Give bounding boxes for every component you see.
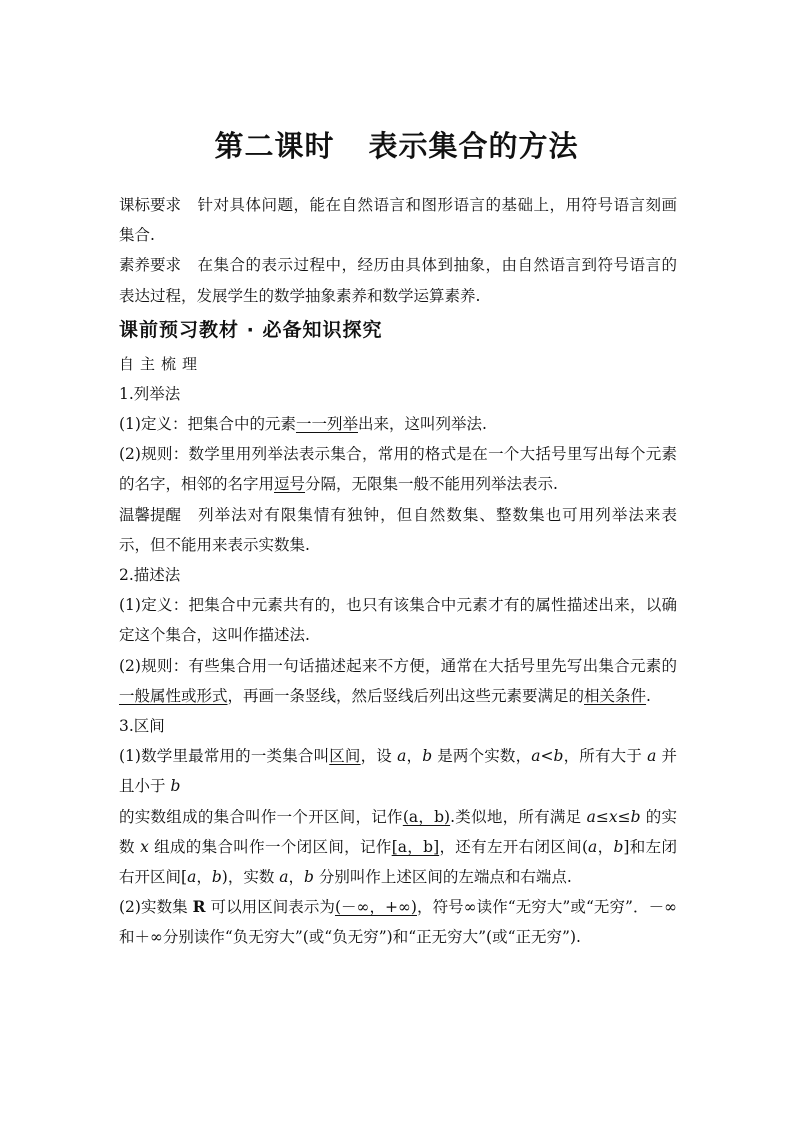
curriculum-requirement <box>119 190 677 250</box>
math-var: a <box>588 837 598 856</box>
math-var: b <box>304 868 314 887</box>
document-body <box>119 190 677 953</box>
text-run: (2)实数集 <box>119 898 193 917</box>
sub-title: 自主梳理 <box>119 354 204 373</box>
real-set-symbol: R <box>192 897 206 917</box>
text-run: ，还有左开右闭区间( <box>439 837 589 856</box>
text-run: .类似地，所有满足 <box>450 807 587 826</box>
text-run: 的实数 <box>119 807 677 856</box>
interval-paragraph-1 <box>119 741 677 801</box>
literacy-requirement <box>119 250 677 310</box>
math-var: b <box>422 747 433 766</box>
interval-paragraph-2 <box>119 802 677 893</box>
math-var: a <box>647 747 657 766</box>
math-var: b <box>170 777 181 796</box>
text-run: ， <box>597 837 614 856</box>
page-title <box>0 124 793 165</box>
interval-paragraph-3 <box>119 892 677 952</box>
text-run: ， <box>196 868 212 887</box>
text-run: ， <box>288 868 305 887</box>
text-run: 分隔，无限集一般不能用列举法表示. <box>305 475 558 494</box>
literacy-label: 素养要求 <box>119 256 182 275</box>
section-title: 课前预习教材 · 必备知识探究 <box>119 318 383 341</box>
text-run: )，实数 <box>221 868 280 887</box>
description-rule <box>119 651 677 711</box>
requirement-text: 针对具体问题，能在自然语言和图形语言的基础上，用符号语言刻画集合. <box>119 196 677 245</box>
warm-reminder <box>119 500 677 560</box>
text-run: (1)定义：把集合中的元素 <box>119 415 296 434</box>
text-run: ]和左闭右开区间[ <box>119 837 677 887</box>
title-part-2: 表示集合的方法 <box>368 129 579 163</box>
reminder-text: 列举法对有限集情有独钟，但自然数集、整数集也可用列举法来表示，但不能用来表示实数集. <box>119 505 677 554</box>
math-var: a <box>187 868 197 887</box>
text-run: 组成的集合叫作一个闭区间，记作 <box>148 837 392 856</box>
underlined-term: (－∞，+∞) <box>334 898 417 917</box>
text-run: ，符号∞读作“无穷大”或“无穷”．－∞和＋∞分别读作“负无穷大”(或“负无穷”)和“正无穷大”(或“正无穷”). <box>119 898 677 947</box>
underlined-term: 相关条件 <box>584 686 647 705</box>
requirement-label: 课标要求 <box>119 196 182 214</box>
text-run: (2)规则：数学里用列举法表示集合，常用的格式是在一个大括号里写出每个元素的名字，相邻的名字用 <box>119 445 677 494</box>
text-run: ，再画一条竖线，然后竖线后列出这些元素要满足的 <box>227 686 585 705</box>
underlined-term: [a，b] <box>391 837 440 856</box>
math-var: a <box>397 747 407 766</box>
description-definition: (1)定义：把集合中元素共有的，也只有该集合中元素才有的属性描述出来，以确定这个集合，这叫作描述法. <box>119 596 677 645</box>
text-run: 是两个实数， <box>432 747 532 766</box>
underlined-term: 逗号 <box>274 475 306 494</box>
text-run: 可以用区间表示为 <box>205 898 335 917</box>
heading-description: 2.描述法 <box>119 566 181 585</box>
heading-enumeration: 1.列举法 <box>119 384 181 403</box>
math-expr: a≤x≤b <box>586 807 641 826</box>
math-expr: a<b <box>531 747 564 766</box>
underlined-term: (a，b) <box>402 807 451 826</box>
text-run: 出来，这叫列举法. <box>357 415 487 434</box>
text-run: . <box>646 686 651 705</box>
text-run: (2)规则：有些集合用一句话描述起来不方便，通常在大括号里先写出集合元素的 <box>119 656 677 675</box>
literacy-text: 在集合的表示过程中，经历由具体到抽象，由自然语言到符号语言的表达过程，发展学生的数学抽象素养和数学运算素养. <box>119 256 677 305</box>
math-var: b <box>613 837 624 856</box>
text-run: ，设 <box>360 747 398 766</box>
enumeration-rule <box>119 439 677 499</box>
enumeration-definition <box>119 409 677 439</box>
math-var: b <box>211 868 222 887</box>
text-run: 的实数组成的集合叫作一个开区间，记作 <box>119 807 403 826</box>
heading-interval: 3.区间 <box>119 717 165 736</box>
text-run: 分别叫作上述区间的左端点和右端点. <box>313 868 572 887</box>
text-run: ， <box>406 747 423 766</box>
underlined-term: 区间 <box>329 747 361 766</box>
math-var: x <box>140 837 149 856</box>
underlined-term: 一般属性或形式 <box>119 686 228 705</box>
title-part-1: 第二课时 <box>214 129 335 163</box>
text-run: ，所有大于 <box>563 747 648 766</box>
reminder-label: 温馨提醒 <box>119 505 182 524</box>
text-run: (1)数学里最常用的一类集合叫 <box>119 747 330 766</box>
underlined-term: 一一列举 <box>295 415 358 434</box>
text-run: 并且小于 <box>119 747 677 796</box>
math-var: a <box>279 868 289 887</box>
